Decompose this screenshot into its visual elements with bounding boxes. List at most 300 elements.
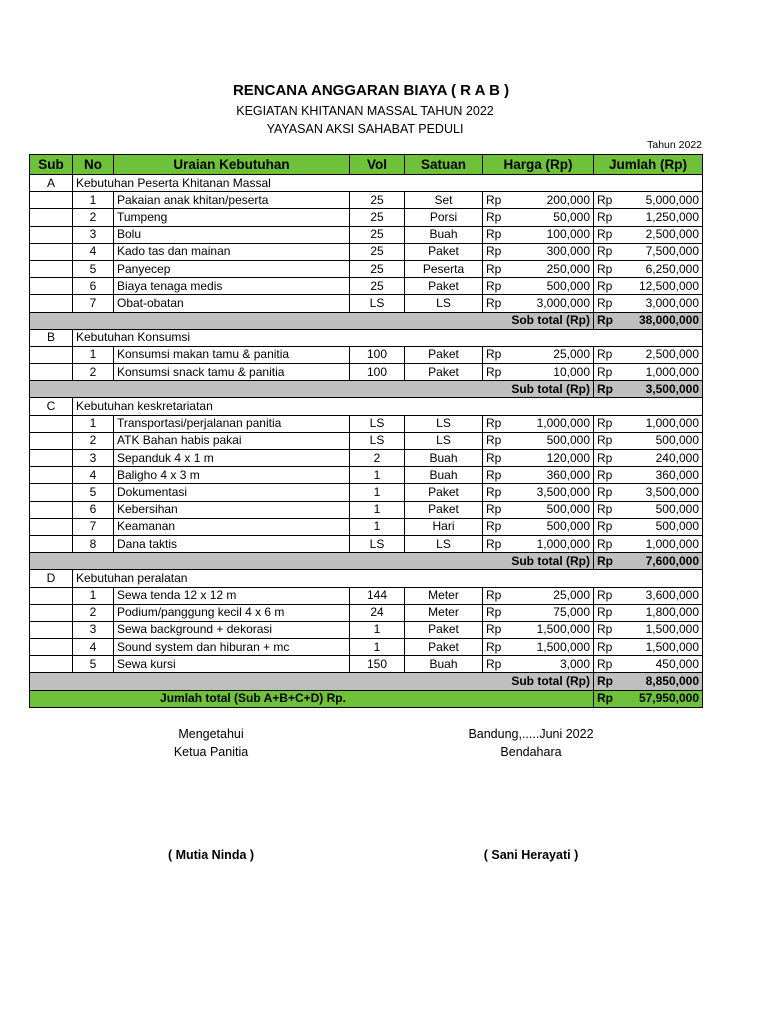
cell-desc: Konsumsi makan tamu & panitia xyxy=(114,346,350,363)
cell-price xyxy=(483,432,594,449)
cell-unit: Porsi xyxy=(405,209,483,226)
document-subtitle-event: KEGIATAN KHITANAN MASSAL TAHUN 2022 xyxy=(236,104,494,118)
cell-price xyxy=(483,587,594,604)
currency-label: Rp xyxy=(597,502,613,517)
cell-vol: LS xyxy=(350,535,405,552)
currency-label: Rp xyxy=(597,209,613,224)
cell-unit: Set xyxy=(405,192,483,209)
section-header-row xyxy=(30,175,703,192)
table-row xyxy=(30,518,703,535)
signature-left-label: Mengetahui xyxy=(178,727,244,741)
cell-total xyxy=(594,209,703,226)
cell-price xyxy=(483,535,594,552)
cell-total xyxy=(594,278,703,295)
currency-label: Rp xyxy=(597,364,613,379)
currency-label: Rp xyxy=(597,416,613,431)
total-value: 3,600,000 xyxy=(645,588,699,603)
table-row xyxy=(30,364,703,381)
price-value: 50,000 xyxy=(553,209,590,224)
cell-unit: LS xyxy=(405,535,483,552)
currency-label: Rp xyxy=(597,433,613,448)
grand-total-value-cell xyxy=(594,690,703,707)
cell-sub-empty xyxy=(30,501,73,518)
cell-sub-empty xyxy=(30,656,73,673)
cell-unit: Paket xyxy=(405,278,483,295)
total-value: 1,000,000 xyxy=(645,416,699,431)
col-header-sub: Sub xyxy=(30,155,73,175)
cell-no: 5 xyxy=(73,484,114,501)
subtotal-value: 38,000,000 xyxy=(638,313,699,328)
cell-vol: 25 xyxy=(350,209,405,226)
cell-total xyxy=(594,604,703,621)
cell-sub-empty xyxy=(30,484,73,501)
total-value: 3,000,000 xyxy=(645,295,699,310)
price-value: 300,000 xyxy=(546,244,590,259)
cell-vol: LS xyxy=(350,295,405,312)
cell-vol: 25 xyxy=(350,192,405,209)
cell-price xyxy=(483,243,594,260)
cell-unit: Paket xyxy=(405,243,483,260)
total-value: 500,000 xyxy=(655,519,699,534)
currency-label: Rp xyxy=(597,656,613,671)
total-value: 500,000 xyxy=(655,502,699,517)
section-code: C xyxy=(30,398,73,415)
total-value: 12,500,000 xyxy=(638,278,699,293)
total-value: 240,000 xyxy=(655,450,699,465)
currency-label: Rp xyxy=(597,295,613,310)
cell-price xyxy=(483,467,594,484)
cell-total xyxy=(594,432,703,449)
cell-sub-empty xyxy=(30,260,73,277)
cell-desc: Sepanduk 4 x 1 m xyxy=(114,450,350,467)
currency-label: Rp xyxy=(486,656,502,671)
cell-sub-empty xyxy=(30,295,73,312)
subtotal-value-cell xyxy=(594,381,703,398)
cell-desc: Obat-obatan xyxy=(114,295,350,312)
cell-total xyxy=(594,450,703,467)
table-row xyxy=(30,656,703,673)
cell-total xyxy=(594,518,703,535)
currency-label: Rp xyxy=(486,433,502,448)
price-value: 100,000 xyxy=(546,227,590,242)
grand-total-value: 57,950,000 xyxy=(638,691,699,706)
section-header-row xyxy=(30,570,703,587)
cell-no: 2 xyxy=(73,364,114,381)
table-row xyxy=(30,415,703,432)
cell-vol: 1 xyxy=(350,518,405,535)
currency-label: Rp xyxy=(597,519,613,534)
cell-no: 2 xyxy=(73,209,114,226)
price-value: 120,000 xyxy=(546,450,590,465)
grand-total-row xyxy=(30,690,703,707)
cell-vol: 150 xyxy=(350,656,405,673)
cell-desc: Baligho 4 x 3 m xyxy=(114,467,350,484)
cell-unit: Paket xyxy=(405,364,483,381)
table-row xyxy=(30,192,703,209)
col-header-jumlah: Jumlah (Rp) xyxy=(594,155,703,175)
total-value: 1,500,000 xyxy=(645,622,699,637)
currency-label: Rp xyxy=(486,192,502,207)
cell-unit: Meter xyxy=(405,604,483,621)
price-value: 3,000 xyxy=(559,656,590,671)
total-value: 1,800,000 xyxy=(645,605,699,620)
cell-vol: 25 xyxy=(350,226,405,243)
cell-vol: 25 xyxy=(350,243,405,260)
section-header-row xyxy=(30,398,703,415)
currency-label: Rp xyxy=(597,450,613,465)
currency-label: Rp xyxy=(597,553,613,568)
cell-vol: 1 xyxy=(350,501,405,518)
section-code: A xyxy=(30,175,73,192)
cell-desc: Sewa background + dekorasi xyxy=(114,621,350,638)
subtotal-value-cell xyxy=(594,312,703,329)
total-value: 500,000 xyxy=(655,433,699,448)
table-row xyxy=(30,604,703,621)
cell-desc: Dana taktis xyxy=(114,535,350,552)
cell-price xyxy=(483,484,594,501)
cell-price xyxy=(483,278,594,295)
table-row xyxy=(30,621,703,638)
currency-label: Rp xyxy=(486,416,502,431)
cell-unit: LS xyxy=(405,295,483,312)
cell-price xyxy=(483,518,594,535)
cell-sub-empty xyxy=(30,278,73,295)
currency-label: Rp xyxy=(486,209,502,224)
cell-unit: Paket xyxy=(405,484,483,501)
subtotal-row xyxy=(30,553,703,570)
col-header-satuan: Satuan xyxy=(405,155,483,175)
cell-vol: 144 xyxy=(350,587,405,604)
price-value: 1,000,000 xyxy=(536,536,590,551)
cell-desc: Sewa tenda 12 x 12 m xyxy=(114,587,350,604)
cell-price xyxy=(483,260,594,277)
currency-label: Rp xyxy=(597,622,613,637)
table-row xyxy=(30,639,703,656)
cell-no: 4 xyxy=(73,639,114,656)
cell-vol: 1 xyxy=(350,467,405,484)
subtotal-value-cell xyxy=(594,673,703,690)
section-title: Kebutuhan Konsumsi xyxy=(73,329,703,346)
cell-no: 7 xyxy=(73,295,114,312)
section-title: Kebutuhan peralatan xyxy=(73,570,703,587)
cell-total xyxy=(594,295,703,312)
table-row xyxy=(30,484,703,501)
cell-no: 7 xyxy=(73,518,114,535)
currency-label: Rp xyxy=(486,261,502,276)
price-value: 500,000 xyxy=(546,278,590,293)
cell-no: 1 xyxy=(73,346,114,363)
currency-label: Rp xyxy=(486,502,502,517)
section-code: B xyxy=(30,329,73,346)
currency-label: Rp xyxy=(486,588,502,603)
cell-vol: 2 xyxy=(350,450,405,467)
cell-unit: Paket xyxy=(405,346,483,363)
cell-unit: LS xyxy=(405,432,483,449)
section-title: Kebutuhan keskretariatan xyxy=(73,398,703,415)
cell-vol: 1 xyxy=(350,621,405,638)
cell-total xyxy=(594,243,703,260)
cell-desc: Dokumentasi xyxy=(114,484,350,501)
cell-unit: Buah xyxy=(405,450,483,467)
cell-sub-empty xyxy=(30,639,73,656)
cell-total xyxy=(594,467,703,484)
currency-label: Rp xyxy=(597,536,613,551)
cell-unit: Paket xyxy=(405,621,483,638)
table-row xyxy=(30,501,703,518)
cell-unit: Buah xyxy=(405,226,483,243)
cell-unit: LS xyxy=(405,415,483,432)
price-value: 1,500,000 xyxy=(536,622,590,637)
cell-desc: Transportasi/perjalanan panitia xyxy=(114,415,350,432)
table-row xyxy=(30,432,703,449)
subtotal-label: Sub total (Rp) xyxy=(30,381,594,398)
subtotal-row xyxy=(30,673,703,690)
cell-total xyxy=(594,260,703,277)
cell-sub-empty xyxy=(30,621,73,638)
currency-label: Rp xyxy=(486,484,502,499)
cell-total xyxy=(594,226,703,243)
cell-total xyxy=(594,192,703,209)
cell-unit: Buah xyxy=(405,467,483,484)
currency-label: Rp xyxy=(486,295,502,310)
table-row xyxy=(30,467,703,484)
cell-no: 2 xyxy=(73,604,114,621)
currency-label: Rp xyxy=(486,605,502,620)
cell-sub-empty xyxy=(30,535,73,552)
table-header-row xyxy=(30,155,703,175)
total-value: 1,250,000 xyxy=(645,209,699,224)
year-label: Tahun 2022 xyxy=(647,139,702,151)
subtotal-value: 7,600,000 xyxy=(645,553,699,568)
price-value: 25,000 xyxy=(553,588,590,603)
price-value: 250,000 xyxy=(546,261,590,276)
cell-sub-empty xyxy=(30,604,73,621)
table-row xyxy=(30,535,703,552)
total-value: 7,500,000 xyxy=(645,244,699,259)
cell-unit: Paket xyxy=(405,501,483,518)
cell-total xyxy=(594,501,703,518)
cell-no: 8 xyxy=(73,535,114,552)
currency-label: Rp xyxy=(597,244,613,259)
cell-total xyxy=(594,346,703,363)
cell-total xyxy=(594,621,703,638)
cell-price xyxy=(483,364,594,381)
currency-label: Rp xyxy=(486,347,502,362)
cell-no: 4 xyxy=(73,467,114,484)
subtotal-label: Sub total (Rp) xyxy=(30,673,594,690)
total-value: 2,500,000 xyxy=(645,227,699,242)
price-value: 10,000 xyxy=(553,364,590,379)
currency-label: Rp xyxy=(597,261,613,276)
currency-label: Rp xyxy=(486,639,502,654)
currency-label: Rp xyxy=(486,622,502,637)
cell-price xyxy=(483,450,594,467)
cell-sub-empty xyxy=(30,346,73,363)
currency-label: Rp xyxy=(597,484,613,499)
cell-price xyxy=(483,226,594,243)
cell-desc: ATK Bahan habis pakai xyxy=(114,432,350,449)
cell-sub-empty xyxy=(30,243,73,260)
col-header-no: No xyxy=(73,155,114,175)
cell-price xyxy=(483,295,594,312)
document-subtitle-organization: YAYASAN AKSI SAHABAT PEDULI xyxy=(266,122,464,136)
table-row xyxy=(30,209,703,226)
cell-no: 3 xyxy=(73,450,114,467)
total-value: 1,000,000 xyxy=(645,364,699,379)
cell-total xyxy=(594,639,703,656)
currency-label: Rp xyxy=(597,605,613,620)
cell-total xyxy=(594,535,703,552)
section-header-row xyxy=(30,329,703,346)
col-header-harga: Harga (Rp) xyxy=(483,155,594,175)
cell-sub-empty xyxy=(30,518,73,535)
cell-sub-empty xyxy=(30,209,73,226)
price-value: 3,000,000 xyxy=(536,295,590,310)
cell-price xyxy=(483,656,594,673)
currency-label: Rp xyxy=(486,467,502,482)
signature-left-role: Ketua Panitia xyxy=(173,745,249,759)
cell-no: 1 xyxy=(73,192,114,209)
cell-desc: Konsumsi snack tamu & panitia xyxy=(114,364,350,381)
currency-label: Rp xyxy=(597,588,613,603)
section-title: Kebutuhan Peserta Khitanan Massal xyxy=(73,175,703,192)
cell-vol: 1 xyxy=(350,639,405,656)
currency-label: Rp xyxy=(597,278,613,293)
subtotal-row xyxy=(30,381,703,398)
currency-label: Rp xyxy=(597,691,613,706)
table-body xyxy=(30,175,703,708)
total-value: 450,000 xyxy=(655,656,699,671)
price-value: 500,000 xyxy=(546,433,590,448)
signature-right-role: Bendahara xyxy=(500,745,562,759)
cell-desc: Tumpeng xyxy=(114,209,350,226)
total-value: 6,250,000 xyxy=(645,261,699,276)
price-value: 1,000,000 xyxy=(536,416,590,431)
cell-vol: LS xyxy=(350,432,405,449)
cell-vol: LS xyxy=(350,415,405,432)
subtotal-row xyxy=(30,312,703,329)
cell-sub-empty xyxy=(30,587,73,604)
currency-label: Rp xyxy=(597,347,613,362)
cell-price xyxy=(483,346,594,363)
cell-no: 5 xyxy=(73,260,114,277)
cell-price xyxy=(483,501,594,518)
table-row xyxy=(30,346,703,363)
subtotal-label: Sub total (Rp) xyxy=(30,553,594,570)
cell-vol: 100 xyxy=(350,346,405,363)
cell-unit: Meter xyxy=(405,587,483,604)
currency-label: Rp xyxy=(486,244,502,259)
cell-vol: 1 xyxy=(350,484,405,501)
cell-no: 3 xyxy=(73,621,114,638)
total-value: 3,500,000 xyxy=(645,484,699,499)
currency-label: Rp xyxy=(597,674,613,689)
cell-desc: Kado tas dan mainan xyxy=(114,243,350,260)
cell-desc: Kebersihan xyxy=(114,501,350,518)
currency-label: Rp xyxy=(597,381,613,396)
currency-label: Rp xyxy=(486,450,502,465)
subtotal-value: 3,500,000 xyxy=(645,381,699,396)
cell-total xyxy=(594,364,703,381)
signature-left-name: ( Mutia Ninda ) xyxy=(167,848,255,862)
cell-desc: Keamanan xyxy=(114,518,350,535)
cell-desc: Pakaian anak khitan/peserta xyxy=(114,192,350,209)
total-value: 5,000,000 xyxy=(645,192,699,207)
cell-no: 2 xyxy=(73,432,114,449)
grand-total-label: Jumlah total (Sub A+B+C+D) Rp. xyxy=(30,690,594,707)
cell-desc: Bolu xyxy=(114,226,350,243)
cell-price xyxy=(483,209,594,226)
cell-unit: Buah xyxy=(405,656,483,673)
cell-unit: Hari xyxy=(405,518,483,535)
price-value: 500,000 xyxy=(546,502,590,517)
cell-total xyxy=(594,415,703,432)
cell-desc: Biaya tenaga medis xyxy=(114,278,350,295)
subtotal-value-cell xyxy=(594,553,703,570)
total-value: 360,000 xyxy=(655,467,699,482)
cell-unit: Paket xyxy=(405,639,483,656)
currency-label: Rp xyxy=(597,467,613,482)
cell-desc: Sound system dan hiburan + mc xyxy=(114,639,350,656)
cell-sub-empty xyxy=(30,467,73,484)
col-header-uraian: Uraian Kebutuhan xyxy=(114,155,350,175)
currency-label: Rp xyxy=(597,313,613,328)
currency-label: Rp xyxy=(486,536,502,551)
cell-desc: Podium/panggung kecil 4 x 6 m xyxy=(114,604,350,621)
section-code: D xyxy=(30,570,73,587)
cell-vol: 100 xyxy=(350,364,405,381)
total-value: 1,500,000 xyxy=(645,639,699,654)
subtotal-label: Sob total (Rp) xyxy=(30,312,594,329)
cell-sub-empty xyxy=(30,192,73,209)
cell-sub-empty xyxy=(30,450,73,467)
cell-vol: 25 xyxy=(350,278,405,295)
table-row xyxy=(30,295,703,312)
price-value: 1,500,000 xyxy=(536,639,590,654)
price-value: 3,500,000 xyxy=(536,484,590,499)
document-title: RENCANA ANGGARAN BIAYA ( R A B ) xyxy=(232,82,510,99)
col-header-vol: Vol xyxy=(350,155,405,175)
cell-price xyxy=(483,621,594,638)
cell-no: 1 xyxy=(73,415,114,432)
cell-total xyxy=(594,587,703,604)
cell-no: 5 xyxy=(73,656,114,673)
currency-label: Rp xyxy=(486,278,502,293)
cell-vol: 25 xyxy=(350,260,405,277)
cell-sub-empty xyxy=(30,364,73,381)
budget-table xyxy=(29,154,703,708)
cell-no: 4 xyxy=(73,243,114,260)
price-value: 25,000 xyxy=(553,347,590,362)
price-value: 500,000 xyxy=(546,519,590,534)
cell-unit: Peserta xyxy=(405,260,483,277)
cell-no: 6 xyxy=(73,278,114,295)
price-value: 75,000 xyxy=(553,605,590,620)
table-row xyxy=(30,243,703,260)
cell-sub-empty xyxy=(30,226,73,243)
cell-no: 3 xyxy=(73,226,114,243)
total-value: 2,500,000 xyxy=(645,347,699,362)
cell-no: 6 xyxy=(73,501,114,518)
table-row xyxy=(30,587,703,604)
cell-sub-empty xyxy=(30,415,73,432)
price-value: 200,000 xyxy=(546,192,590,207)
currency-label: Rp xyxy=(597,639,613,654)
currency-label: Rp xyxy=(597,227,613,242)
currency-label: Rp xyxy=(486,519,502,534)
currency-label: Rp xyxy=(486,227,502,242)
total-value: 1,000,000 xyxy=(645,536,699,551)
